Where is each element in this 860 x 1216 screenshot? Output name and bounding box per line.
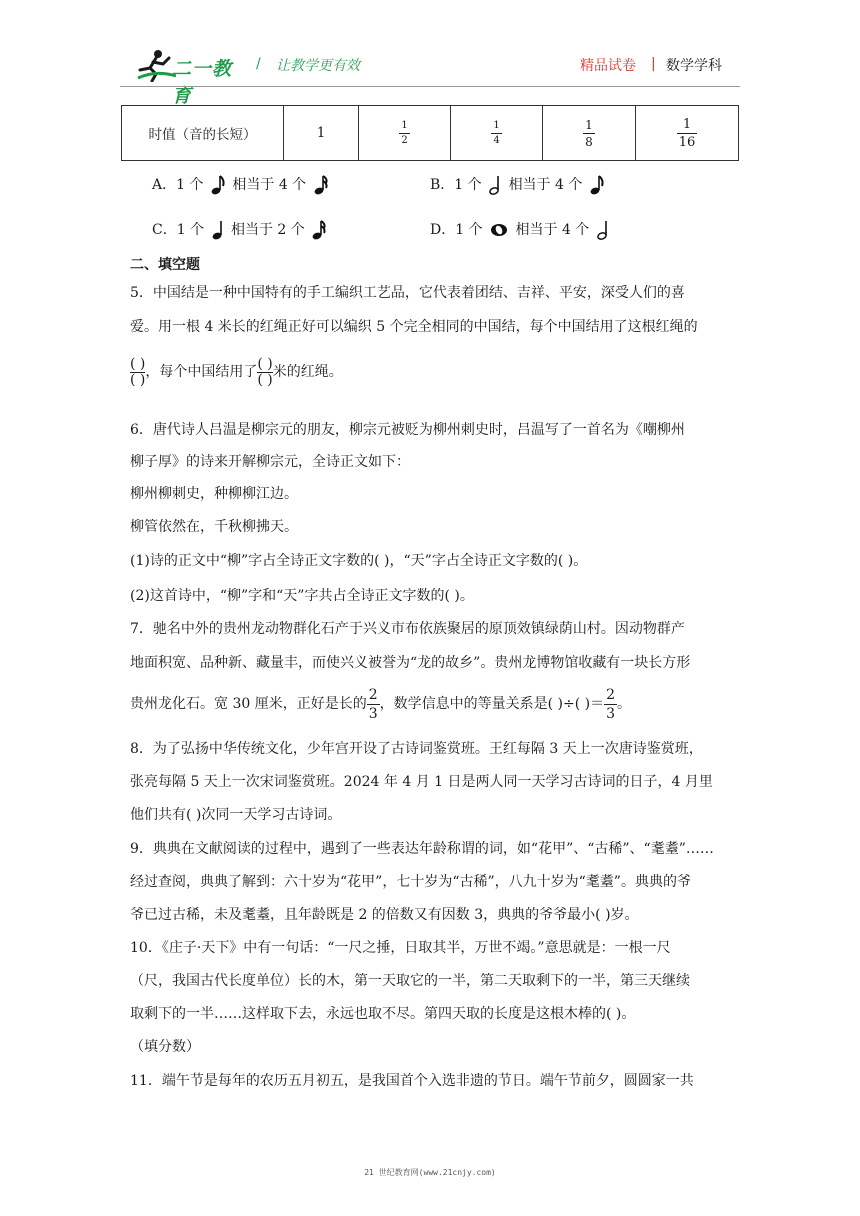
quarter-note-icon: [212, 219, 224, 241]
sixteenth-note-icon: [314, 174, 328, 196]
section-heading: 二、填空题: [130, 257, 200, 273]
q8-line-2: 张亮每隔 5 天上一次宋词鉴赏班。2024 年 4 月 1 日是两人同一天学习古诗词的日子，4 月里: [130, 774, 713, 790]
fraction: $\frac{1}{4}$: [493, 119, 500, 146]
whole-note-icon: [490, 222, 508, 238]
table-cell-label: 时值（音的长短）: [122, 106, 284, 161]
table-cell-whole: 1: [284, 106, 359, 161]
option-b[interactable]: [430, 173, 607, 197]
option-c-mid: 相当于 2 个: [230, 222, 305, 238]
q10-line-2: （尺，我国古代长度单位）长的木，第一天取它的一半，第二天取剩下的一半，第三天继续: [130, 973, 690, 989]
option-c-prefix: C．1 个: [152, 222, 205, 238]
table-cell-half: [359, 106, 451, 161]
page-header: [0, 0, 860, 107]
header-tag-premium: 精品试卷: [580, 58, 636, 74]
option-a-mid: 相当于 4 个: [232, 177, 307, 193]
option-d-mid: 相当于 4 个: [515, 222, 590, 238]
answer-blank-fraction[interactable]: ( ) ( ): [257, 355, 273, 388]
eighth-note-icon: [211, 174, 225, 196]
q8-line-1: 8．为了弘扬中华传统文化，少年宫开设了古诗词鉴赏班。王红每隔 3 天上一次唐诗鉴赏班，: [130, 741, 703, 757]
q9-line-3: 爷已过古稀，未及耄耋，且年龄既是 2 的倍数又有因数 3，典典的爷爷最小( )岁。: [130, 907, 639, 923]
option-c[interactable]: [152, 218, 329, 242]
q7-line-2: 地面积宽、品种新、藏量丰，而使兴义被誉为“龙的故乡”。贵州龙博物馆收藏有一块长方形: [130, 655, 691, 671]
header-divider: |: [651, 56, 656, 72]
q9-line-1: 9．典典在文献阅读的过程中，遇到了一些表达年龄称谓的词，如“花甲”、“古稀”、“耄耋”……: [130, 841, 714, 857]
sixteenth-note-icon: [312, 219, 326, 241]
page-footer: 21 世纪教育网(www.21cnjy.com): [364, 1168, 496, 1177]
header-tag-subject: 数学学科: [666, 58, 722, 74]
q11-line-1: 11．端午节是每年的农历五月初五，是我国首个入选非遗的节日。端午节前夕，圆圆家一共: [130, 1073, 694, 1089]
half-note-icon: [597, 219, 609, 241]
header-rule: [120, 86, 740, 87]
q6-part-2: (2)这首诗中，“柳”字和“天”字共占全诗正文字数的( )。: [130, 588, 474, 604]
q9-line-2: 经过查阅，典典了解到：六十岁为“花甲”，七十岁为“古稀”，八九十岁为“耄耋”。典典的爷: [130, 874, 691, 890]
q7-line-3: 贵州龙化石。宽 30 厘米，正好是长的 $\frac{2}{3}$ ，数学信息中的等量关系是( )÷( )＝ $\frac{2}{3}$ 。: [130, 686, 632, 722]
header-slogan: 让教学更有效: [276, 58, 360, 74]
q8-line-3: 他们共有( )次同一天学习古诗词。: [130, 807, 342, 823]
option-d[interactable]: [430, 218, 612, 242]
duration-table: [121, 105, 739, 161]
fraction: $\frac{1}{16}$: [678, 116, 696, 150]
logo-text: 二一教育: [172, 58, 233, 107]
option-b-mid: 相当于 4 个: [508, 177, 583, 193]
q6-line-2: 柳子厚》的诗来开解柳宗元，全诗正文如下：: [130, 454, 410, 470]
eighth-note-icon: [590, 174, 604, 196]
fraction: $\frac{1}{2}$: [401, 119, 408, 146]
q10-line-4: （填分数）: [130, 1039, 200, 1055]
header-slash: /: [256, 56, 261, 72]
poem-line-1: 柳州柳刺史，种柳柳江边。: [130, 486, 298, 502]
option-a-prefix: A．1 个: [152, 177, 204, 193]
half-note-icon: [489, 174, 501, 196]
option-b-prefix: B．1 个: [430, 177, 482, 193]
q6-line-1: 6．唐代诗人吕温是柳宗元的朋友，柳宗元被贬为柳州刺史时，吕温写了一首名为《嘲柳州: [130, 422, 685, 438]
logo: [136, 48, 248, 107]
option-a[interactable]: [152, 173, 331, 197]
table-cell-quarter: [451, 106, 543, 161]
fraction-two-thirds: $\frac{2}{3}$: [606, 686, 616, 722]
q6-part-1: (1)诗的正文中“柳”字占全诗正文字数的( )，“天”字占全诗正文字数的( )。: [130, 553, 588, 569]
q5-line-3: ( ) ( ) ，每个中国结用了 ( ) ( ) 米的红绳。: [130, 355, 343, 388]
runner-logo-icon: [136, 48, 176, 82]
q10-line-3: 取剩下的一半……这样取下去，永远也取不尽。第四天取的长度是这根木棒的( )。: [130, 1006, 636, 1022]
option-d-prefix: D．1 个: [430, 222, 483, 238]
table-cell-eighth: [543, 106, 636, 161]
table-cell-sixteenth: [636, 106, 739, 161]
fraction-two-thirds: $\frac{2}{3}$: [368, 686, 378, 722]
answer-blank-fraction[interactable]: ( ) ( ): [130, 355, 146, 388]
q7-line-1: 7．驰名中外的贵州龙动物群化石产于兴义市布依族聚居的原顶效镇绿荫山村。因动物群产: [130, 621, 685, 637]
fraction: $\frac{1}{8}$: [585, 117, 593, 149]
q5-line-2: 爱。用一根 4 米长的红绳正好可以编织 5 个完全相同的中国结，每个中国结用了这根红绳的: [130, 319, 698, 335]
poem-line-2: 柳管依然在，千秋柳拂天。: [130, 519, 298, 535]
q5-line-1: 5．中国结是一种中国特有的手工编织工艺品，它代表着团结、吉祥、平安，深受人们的喜: [130, 285, 685, 301]
q10-line-1: 10．《庄子·天下》中有一句话：“一尺之捶，日取其半，万世不竭。”意思就是：一根一尺: [130, 940, 671, 956]
table-row: [122, 106, 739, 161]
